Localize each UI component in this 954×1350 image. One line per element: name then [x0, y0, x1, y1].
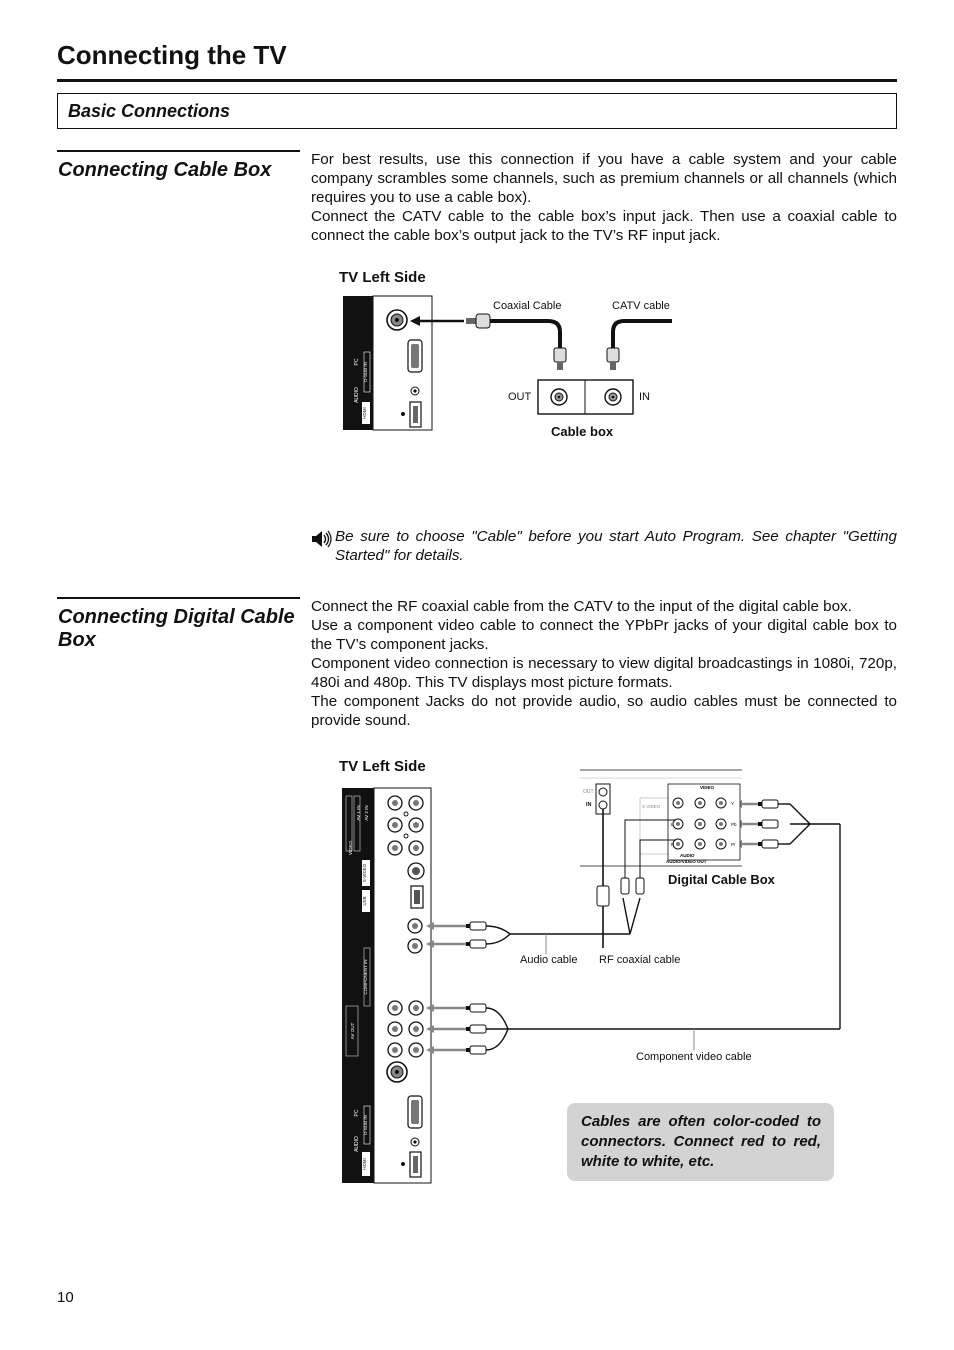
coaxial-cable — [466, 314, 566, 370]
coaxial-cable-label: Coaxial Cable — [493, 300, 562, 312]
color-coded-note: Cables are often color-coded to connectors. Connect red to red, white to white, etc. — [581, 1113, 821, 1170]
box-panel-pr: Pr — [731, 842, 736, 847]
tv-label-dsub: D-SUB IN — [363, 362, 368, 382]
component-video-cable — [426, 800, 840, 1054]
cable-box — [538, 380, 633, 414]
tv-left-side-label: TV Left Side — [339, 269, 426, 286]
heading-cable-box: Connecting Cable Box — [58, 159, 272, 181]
box-panel-svideo: S VIDEO — [642, 804, 661, 809]
paragraph: Component video connection is necessary to view digital broadcastings in 1080i, 720p, 480i and 480p. This TV displays most picture formats. — [311, 655, 897, 691]
box-panel-out: OUT — [583, 789, 594, 795]
tv-label-dsub-2: D-SUB IN — [363, 1115, 368, 1135]
tv-label-audio: AUDIO — [354, 387, 360, 403]
tv-label-av1: AV 1 IN — [356, 805, 361, 821]
section-title: Basic Connections — [68, 101, 231, 121]
tv-label-video: VIDEO — [348, 840, 353, 856]
tv-label-avout: AV OUT — [350, 1022, 355, 1040]
in-label: IN — [639, 391, 650, 403]
digital-cable-box-panel — [580, 770, 742, 948]
component-video-cable-label: Component video cable — [636, 1051, 752, 1063]
section-header-box — [57, 93, 897, 129]
tv-label-usb: USB — [362, 896, 367, 906]
page-number: 10 — [57, 1289, 74, 1306]
tv-label-svideo: S-VIDEO — [362, 863, 367, 883]
box-panel-pb: Pb — [731, 822, 737, 827]
tv-label-av2: AV 2 IN — [364, 805, 369, 821]
tv-side-panel — [343, 296, 432, 430]
cable-box-label: Cable box — [551, 424, 614, 439]
paragraph: Connect the CATV cable to the cable box’s input jack. Then use a coaxial cable to connect the cable box’s output jack to the TV’s RF input jack. — [311, 208, 897, 244]
audio-cable-label: Audio cable — [520, 954, 578, 966]
paragraph: For best results, use this connection if you have a cable system and your cable company scrambles some channels, such as premium channels or all channels (which requires you to use a cable box). — [311, 151, 897, 206]
paragraph: Connect the RF coaxial cable from the CATV to the input of the digital cable box. — [311, 598, 852, 615]
tv-label-component: COMPONENT IN — [363, 959, 368, 995]
box-panel-l: L — [671, 822, 674, 827]
heading-rule-cable-box — [57, 150, 300, 152]
cable-tip: Be sure to choose "Cable" before you start Auto Program. See chapter "Getting Started" for details. — [335, 528, 897, 564]
paragraph: The component Jacks do not provide audio, so audio cables must be connected to provide sound. — [311, 693, 897, 729]
heading-digital-cable-box: Connecting Digital Cable Box — [58, 606, 295, 651]
box-panel-in: IN — [586, 802, 592, 808]
box-panel-y: Y — [731, 801, 735, 806]
box-panel-r: R — [671, 842, 675, 847]
box-panel-av-out: AUDIO/VIDEO OUT — [666, 859, 707, 864]
speaker-icon — [311, 530, 333, 548]
tv-label-pc: PC — [354, 358, 360, 366]
rf-coaxial-cable-label: RF coaxial cable — [599, 954, 681, 966]
title-rule — [57, 79, 897, 82]
tv-left-side-label-2: TV Left Side — [339, 758, 426, 775]
cable-box-description — [311, 150, 897, 245]
tv-label-audio-2: AUDIO — [354, 1136, 360, 1152]
box-panel-audio: AUDIO — [680, 853, 695, 858]
out-label: OUT — [508, 391, 532, 403]
cable-box-diagram — [340, 290, 680, 450]
color-coded-note-box — [567, 1103, 834, 1181]
tv-side-panel-full — [342, 788, 431, 1183]
tv-label-pc-2: PC — [354, 1109, 360, 1117]
catv-cable — [607, 321, 672, 370]
box-panel-video: VIDEO — [700, 785, 715, 790]
catv-cable-label: CATV cable — [612, 300, 670, 312]
heading-rule-digital-box — [57, 597, 300, 599]
tv-label-hdmi: HDMI — [362, 407, 367, 419]
page-title: Connecting the TV — [57, 40, 287, 70]
tv-label-hdmi-2: HDMI — [362, 1158, 367, 1170]
digital-box-description — [311, 597, 897, 730]
paragraph: Use a component video cable to connect the YPbPr jacks of your digital cable box to the TV’s component jacks. — [311, 617, 897, 653]
digital-cable-box-label: Digital Cable Box — [668, 872, 775, 887]
